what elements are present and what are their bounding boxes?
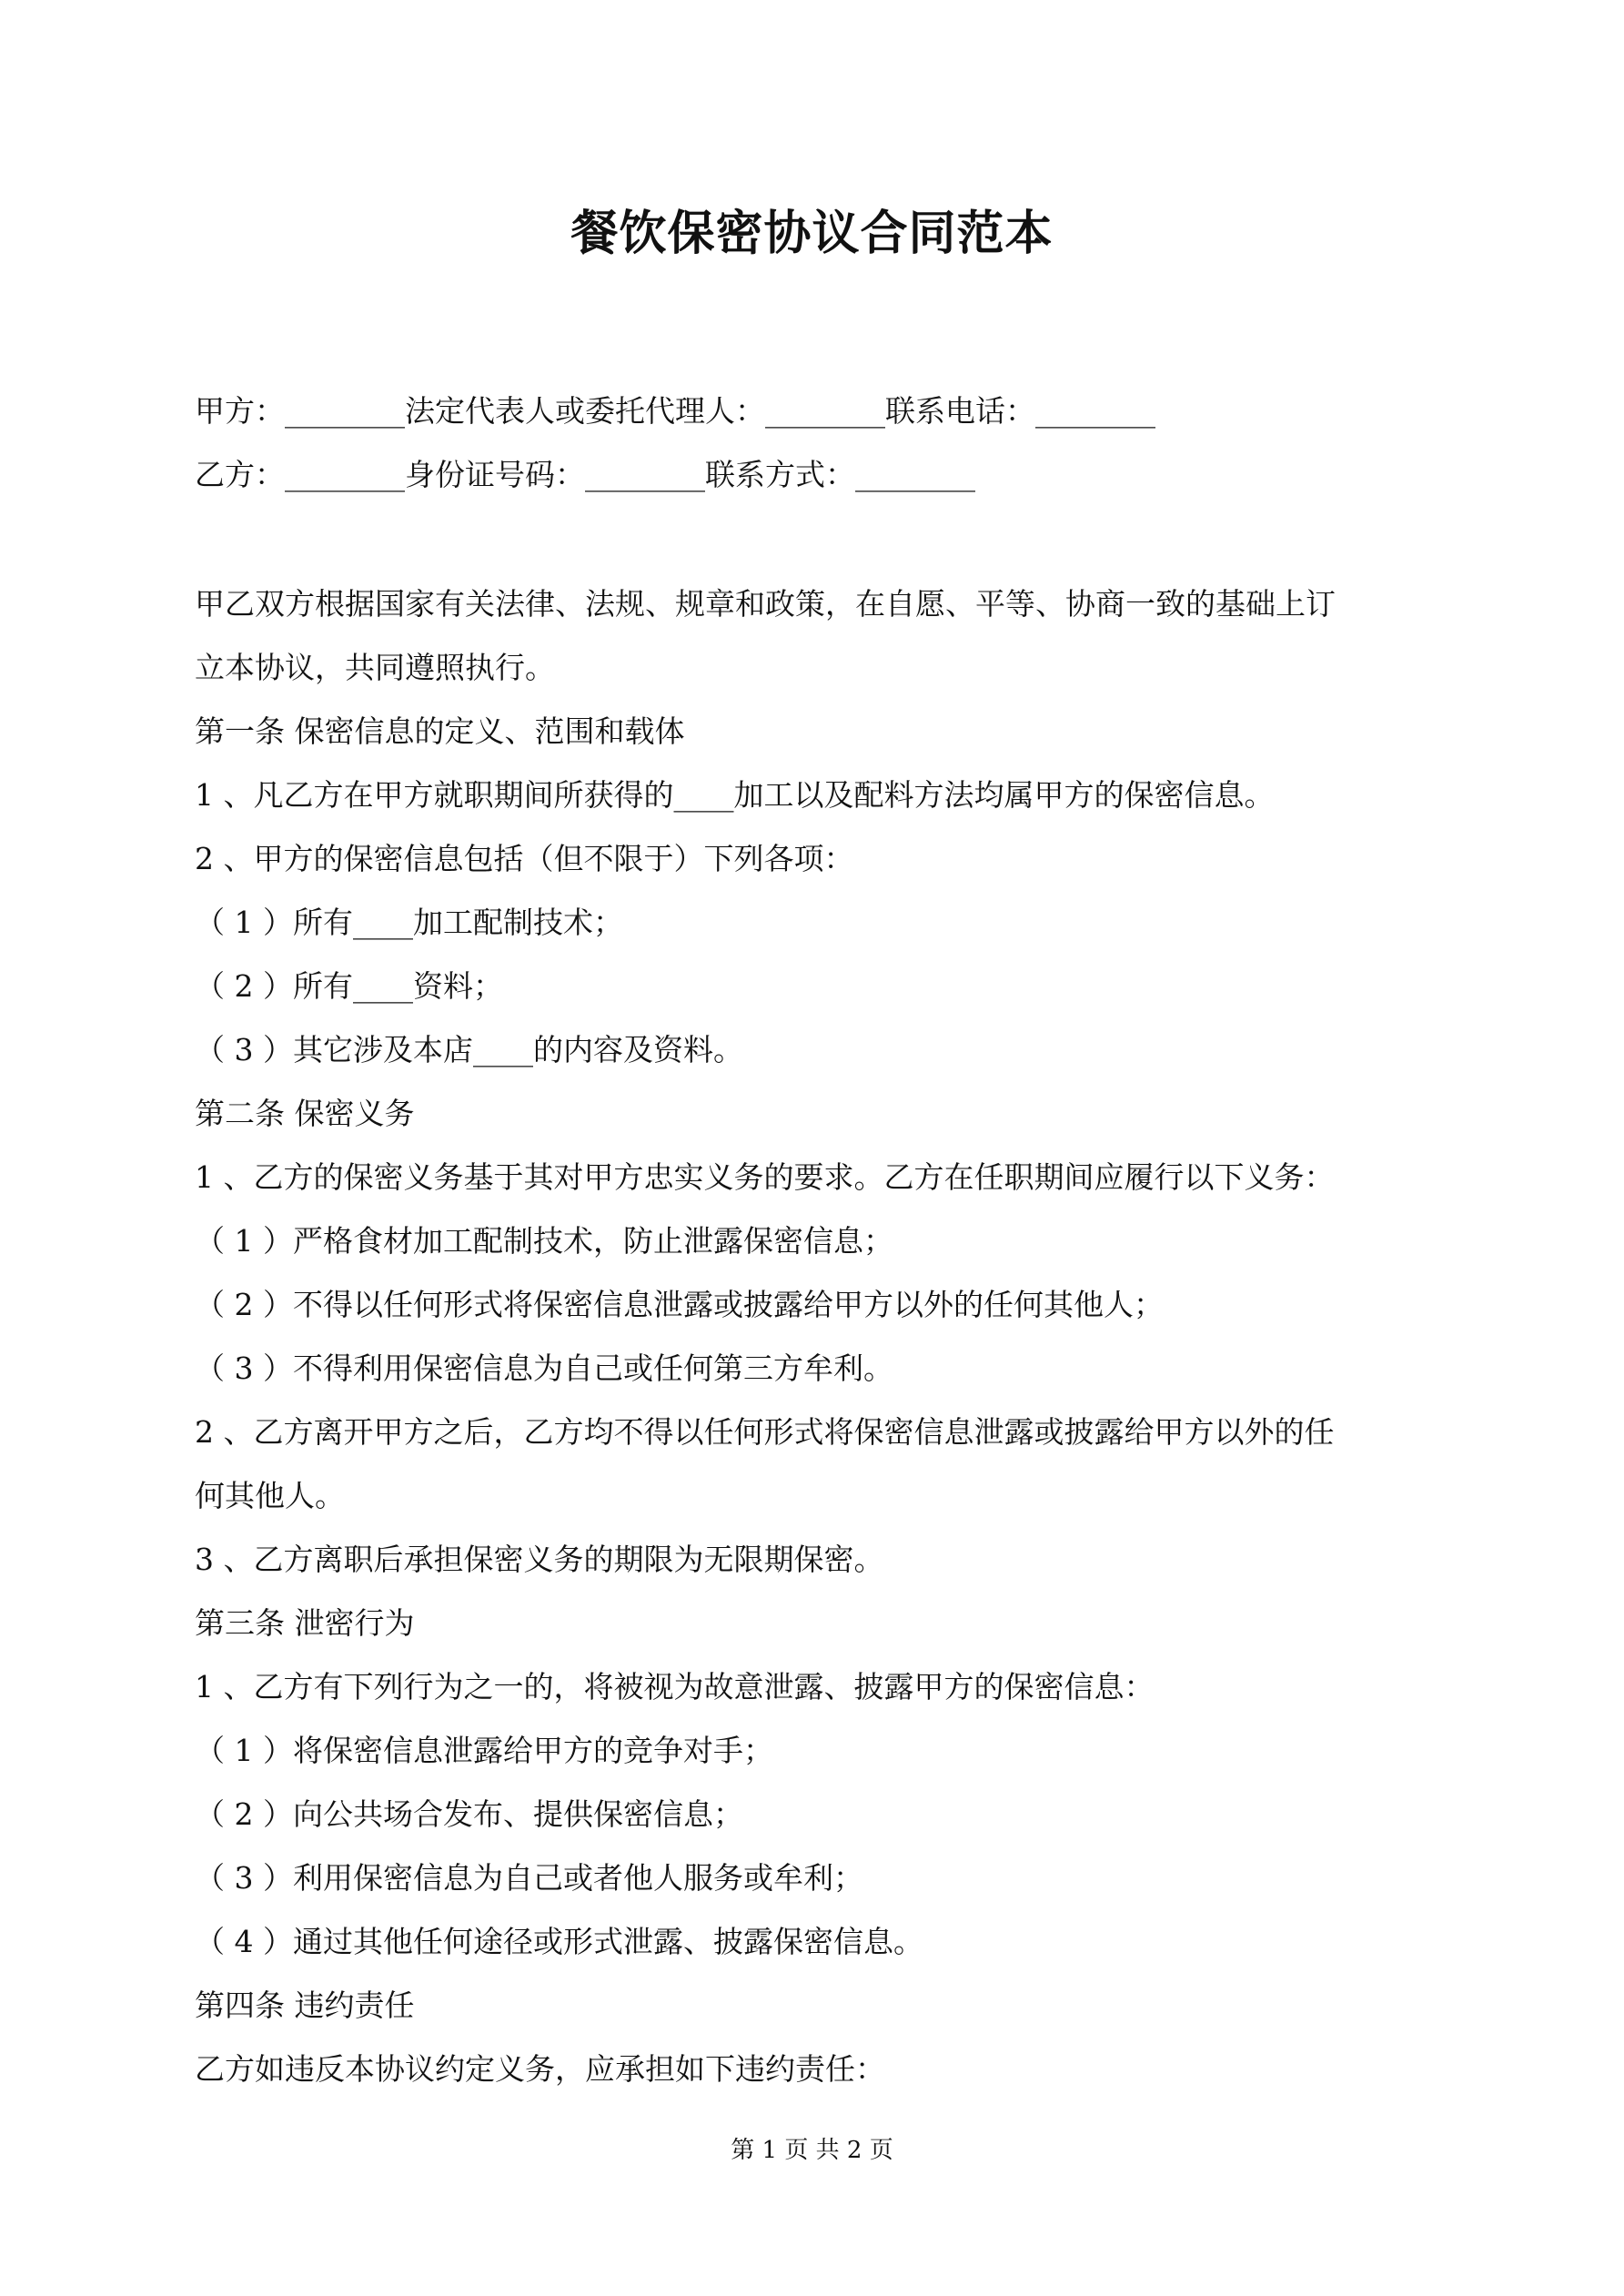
body-line: 立本协议，共同遵照执行。: [195, 650, 555, 685]
body-line: （ 1 ）所有____加工配制技术；: [195, 905, 623, 940]
body-line: （ 2 ）不得以任何形式将保密信息泄露或披露给甲方以外的任何其他人；: [195, 1287, 1164, 1322]
body-line: （ 1 ）将保密信息泄露给甲方的竞争对手；: [195, 1733, 773, 1768]
body-line: 1 、乙方的保密义务基于其对甲方忠实义务的要求。乙方在任职期间应履行以下义务：: [195, 1159, 1335, 1195]
body-line: 1 、凡乙方在甲方就职期间所获得的____加工以及配料方法均属甲方的保密信息。: [195, 777, 1275, 813]
article-heading: 第二条 保密义务: [195, 1096, 415, 1131]
body-line: （ 1 ）严格食材加工配制技术，防止泄露保密信息；: [195, 1223, 893, 1259]
body-line: 2 、乙方离开甲方之后，乙方均不得以任何形式将保密信息泄露或披露给甲方以外的任: [195, 1414, 1335, 1450]
body-line: （ 4 ）通过其他任何途径或形式泄露、披露保密信息。: [195, 1924, 923, 1959]
article-heading: 第一条 保密信息的定义、范围和载体: [195, 713, 685, 749]
body-line: 何其他人。: [195, 1478, 345, 1513]
body-line: （ 3 ）利用保密信息为自己或者他人服务或牟利；: [195, 1860, 863, 1896]
article-heading: 第三条 泄密行为: [195, 1605, 415, 1641]
body-line: 1 、乙方有下列行为之一的，将被视为故意泄露、披露甲方的保密信息：: [195, 1669, 1155, 1704]
body-line: 2 、甲方的保密信息包括（但不限于）下列各项：: [195, 841, 854, 876]
body-line: （ 3 ）不得利用保密信息为自己或任何第三方牟利。: [195, 1350, 893, 1386]
body-line: （ 3 ）其它涉及本店____的内容及资料。: [195, 1032, 743, 1067]
page-number: 第 1 页 共 2 页: [731, 2137, 893, 2164]
body-line: 乙方如违反本协议约定义务，应承担如下违约责任：: [195, 2051, 885, 2087]
body-line: 甲乙双方根据国家有关法律、法规、规章和政策，在自愿、平等、协商一致的基础上订: [195, 586, 1336, 622]
party-a-line: 甲方：________法定代表人或委托代理人：________联系电话：________: [195, 393, 1155, 429]
article-heading: 第四条 违约责任: [195, 1988, 415, 2023]
body-line: （ 2 ）所有____资料；: [195, 968, 503, 1004]
body-line: 3 、乙方离职后承担保密义务的期限为无限期保密。: [195, 1542, 884, 1577]
document-title: 餐饮保密协议合同范本: [570, 206, 1054, 261]
party-b-line: 乙方：________身份证号码：________联系方式：________: [195, 457, 975, 492]
body-line: （ 2 ）向公共场合发布、提供保密信息；: [195, 1796, 743, 1832]
